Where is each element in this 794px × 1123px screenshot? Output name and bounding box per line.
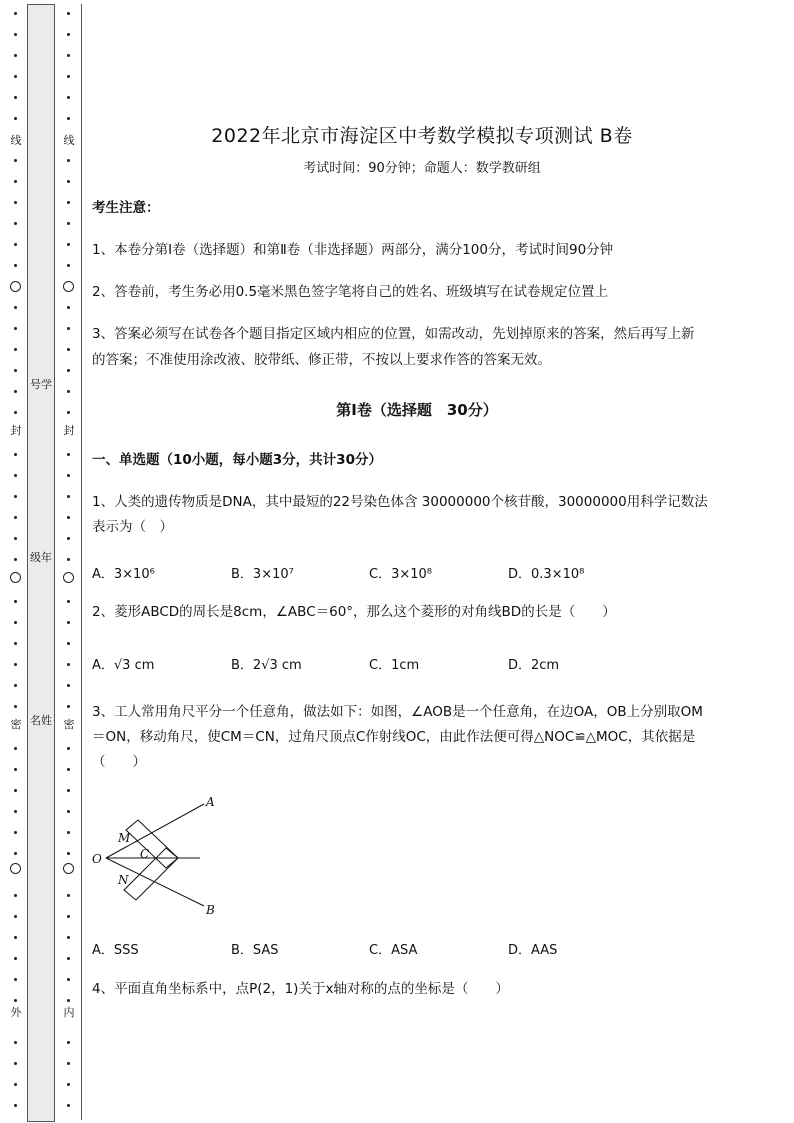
margin-circle-icon bbox=[63, 572, 74, 583]
margin-dot bbox=[67, 999, 70, 1002]
margin-dot bbox=[14, 957, 17, 960]
band-field-name: 名姓 bbox=[30, 714, 52, 727]
margin-dot bbox=[14, 222, 17, 225]
margin-dot bbox=[14, 999, 17, 1002]
margin-dot bbox=[67, 348, 70, 351]
margin-circle-icon bbox=[10, 572, 21, 583]
question-1-line: 表示为（ ） bbox=[92, 519, 173, 535]
inner-margin-mark: 内 bbox=[63, 1006, 75, 1019]
margin-dot bbox=[67, 957, 70, 960]
margin-dot bbox=[67, 33, 70, 36]
notice-item: 3、答案必须写在试卷各个题目指定区域内相应的位置，如需改动，先划掉原来的答案，然后再写上新 bbox=[92, 326, 695, 342]
margin-dot bbox=[67, 201, 70, 204]
margin-dot bbox=[67, 495, 70, 498]
margin-dot bbox=[67, 663, 70, 666]
question-3-options bbox=[92, 939, 652, 961]
margin-dot bbox=[67, 558, 70, 561]
margin-dot bbox=[67, 642, 70, 645]
margin-dot bbox=[14, 75, 17, 78]
margin-dot bbox=[67, 810, 70, 813]
margin-dot bbox=[14, 684, 17, 687]
margin-dot bbox=[14, 810, 17, 813]
margin-dot bbox=[67, 474, 70, 477]
band-field-number: 号学 bbox=[30, 378, 52, 391]
notice-heading: 考生注意： bbox=[92, 200, 160, 216]
margin-dot bbox=[14, 894, 17, 897]
margin-dot bbox=[14, 747, 17, 750]
margin-dot bbox=[14, 243, 17, 246]
outer-margin-mark: 封 bbox=[10, 424, 22, 437]
margin-dot bbox=[67, 537, 70, 540]
margin-dot bbox=[67, 180, 70, 183]
margin-dot bbox=[67, 936, 70, 939]
margin-dot bbox=[67, 243, 70, 246]
figure-label-n: N bbox=[118, 873, 129, 887]
page-subtitle: 考试时间：90分钟；命题人：数学教研组 bbox=[303, 161, 541, 176]
margin-dot bbox=[14, 1062, 17, 1065]
question-4-line: 4、平面直角坐标系中，点P(2，1)关于x轴对称的点的坐标是（ ） bbox=[92, 981, 509, 997]
option-d[interactable]: D．2cm bbox=[508, 658, 560, 673]
inner-dotted-margin bbox=[62, 0, 76, 1123]
notice-item: 1、本卷分第I卷（选择题）和第Ⅱ卷（非选择题）两部分，满分100分，考试时间90分钟 bbox=[92, 242, 614, 258]
margin-circle-icon bbox=[10, 281, 21, 292]
option-d[interactable]: D．0.3×10⁸ bbox=[508, 567, 585, 582]
page-title: 2022年北京市海淀区中考数学模拟专项测试 B卷 bbox=[211, 125, 633, 147]
margin-dot bbox=[14, 1083, 17, 1086]
margin-dot bbox=[14, 390, 17, 393]
inner-margin-mark: 线 bbox=[63, 134, 75, 147]
outer-margin-mark: 外 bbox=[10, 1006, 22, 1019]
margin-dot bbox=[67, 516, 70, 519]
margin-dot bbox=[67, 306, 70, 309]
margin-dot bbox=[67, 705, 70, 708]
margin-dot bbox=[67, 96, 70, 99]
margin-dot bbox=[67, 852, 70, 855]
margin-dot bbox=[14, 453, 17, 456]
margin-dot bbox=[67, 327, 70, 330]
margin-dot bbox=[14, 180, 17, 183]
margin-dot bbox=[14, 558, 17, 561]
margin-dot bbox=[67, 390, 70, 393]
part-title: 一、单选题（10小题，每小题3分，共计30分） bbox=[92, 452, 382, 468]
band-field-grade: 级年 bbox=[30, 551, 52, 564]
question-1-line: 1、人类的遗传物质是DNA，其中最短的22号染色体含 30000000个核苷酸，30000000用科学记数法 bbox=[92, 494, 708, 510]
margin-dot bbox=[14, 600, 17, 603]
inner-margin-mark: 密 bbox=[63, 718, 75, 731]
margin-dot bbox=[14, 54, 17, 57]
margin-dot bbox=[14, 306, 17, 309]
margin-dot bbox=[67, 222, 70, 225]
notice-item-continued: 的答案；不准使用涂改液、胶带纸、修正带，不按以上要求作答的答案无效。 bbox=[92, 352, 551, 368]
option-b[interactable]: B．3×10⁷ bbox=[231, 567, 294, 582]
margin-dot bbox=[67, 54, 70, 57]
inner-margin-mark: 封 bbox=[63, 424, 75, 437]
margin-dot bbox=[14, 621, 17, 624]
margin-dot bbox=[14, 327, 17, 330]
margin-dot bbox=[14, 1041, 17, 1044]
figure-label-b: B bbox=[206, 903, 215, 917]
margin-dot bbox=[14, 663, 17, 666]
notice-item: 2、答卷前，考生务必用0.5毫米黑色签字笔将自己的姓名、班级填写在试卷规定位置上 bbox=[92, 284, 609, 300]
margin-dot bbox=[67, 600, 70, 603]
option-c[interactable]: C．1cm bbox=[369, 658, 420, 673]
margin-dot bbox=[67, 978, 70, 981]
margin-dot bbox=[14, 768, 17, 771]
ruler-arm-upper bbox=[126, 820, 178, 868]
margin-dot bbox=[14, 852, 17, 855]
option-a[interactable]: A．√3 cm bbox=[92, 658, 155, 673]
question-2-line: 2、菱形ABCD的周长是8cm，∠ABC＝60°，那么这个菱形的对角线BD的长是（ ） bbox=[92, 604, 616, 620]
margin-dot bbox=[14, 831, 17, 834]
margin-dot bbox=[14, 1104, 17, 1107]
margin-dot bbox=[67, 768, 70, 771]
ruler-arm-lower bbox=[124, 848, 178, 900]
margin-dot bbox=[67, 1041, 70, 1044]
outer-margin-mark: 密 bbox=[10, 718, 22, 731]
question-3-line: ＝ON，移动角尺，使CM＝CN，过角尺顶点C作射线OC，由此作法便可得△NOC≌△MOC，其依据是 bbox=[92, 729, 696, 745]
outer-dotted-margin bbox=[9, 0, 23, 1123]
margin-dot bbox=[14, 978, 17, 981]
option-a[interactable]: A．SSS bbox=[92, 943, 139, 958]
margin-circle-icon bbox=[10, 863, 21, 874]
margin-dot bbox=[67, 369, 70, 372]
margin-dot bbox=[67, 75, 70, 78]
option-c[interactable]: C．3×10⁸ bbox=[369, 567, 432, 582]
question-3-line: 3、工人常用角尺平分一个任意角，做法如下：如图，∠AOB是一个任意角，在边OA，OB上分别取OM bbox=[92, 704, 703, 720]
margin-dot bbox=[14, 915, 17, 918]
margin-dot bbox=[14, 516, 17, 519]
margin-circle-icon bbox=[63, 863, 74, 874]
option-a[interactable]: A．3×10⁶ bbox=[92, 567, 155, 582]
margin-dot bbox=[14, 264, 17, 267]
question-2-options bbox=[92, 654, 652, 676]
margin-dot bbox=[67, 159, 70, 162]
margin-dot bbox=[14, 474, 17, 477]
margin-dot bbox=[14, 789, 17, 792]
margin-dot bbox=[14, 705, 17, 708]
figure-label-c: C bbox=[140, 847, 150, 861]
margin-circle-icon bbox=[63, 281, 74, 292]
margin-dot bbox=[14, 96, 17, 99]
margin-dot bbox=[14, 537, 17, 540]
option-b[interactable]: B．SAS bbox=[231, 943, 279, 958]
section-title: 第I卷（选择题 30分） bbox=[336, 401, 498, 419]
figure-label-a: A bbox=[206, 795, 215, 809]
figure-label-o: O bbox=[92, 852, 102, 866]
margin-dot bbox=[14, 33, 17, 36]
margin-dot bbox=[67, 453, 70, 456]
margin-dot bbox=[67, 621, 70, 624]
margin-dot bbox=[14, 348, 17, 351]
margin-dot bbox=[14, 369, 17, 372]
margin-dot bbox=[67, 1104, 70, 1107]
margin-dot bbox=[67, 1062, 70, 1065]
option-b[interactable]: B．2√3 cm bbox=[231, 658, 302, 673]
margin-dot bbox=[14, 12, 17, 15]
student-info-band bbox=[27, 4, 55, 1122]
margin-dot bbox=[67, 1083, 70, 1086]
margin-dot bbox=[14, 117, 17, 120]
option-d[interactable]: D．AAS bbox=[508, 943, 558, 958]
margin-dot bbox=[67, 684, 70, 687]
question-1-options bbox=[92, 563, 652, 585]
band-rule bbox=[81, 4, 82, 1120]
margin-dot bbox=[14, 411, 17, 414]
margin-dot bbox=[67, 411, 70, 414]
margin-dot bbox=[67, 12, 70, 15]
margin-dot bbox=[67, 117, 70, 120]
outer-margin-mark: 线 bbox=[10, 134, 22, 147]
margin-dot bbox=[14, 936, 17, 939]
margin-dot bbox=[14, 201, 17, 204]
margin-dot bbox=[67, 831, 70, 834]
figure-label-m: M bbox=[118, 831, 131, 845]
margin-dot bbox=[67, 264, 70, 267]
margin-dot bbox=[67, 747, 70, 750]
margin-dot bbox=[67, 894, 70, 897]
option-c[interactable]: C．ASA bbox=[369, 943, 418, 958]
question-3-line: （ ） bbox=[92, 754, 146, 770]
margin-dot bbox=[14, 642, 17, 645]
margin-dot bbox=[14, 495, 17, 498]
margin-dot bbox=[67, 789, 70, 792]
angle-ruler-figure bbox=[92, 792, 232, 920]
margin-dot bbox=[14, 159, 17, 162]
margin-dot bbox=[67, 915, 70, 918]
